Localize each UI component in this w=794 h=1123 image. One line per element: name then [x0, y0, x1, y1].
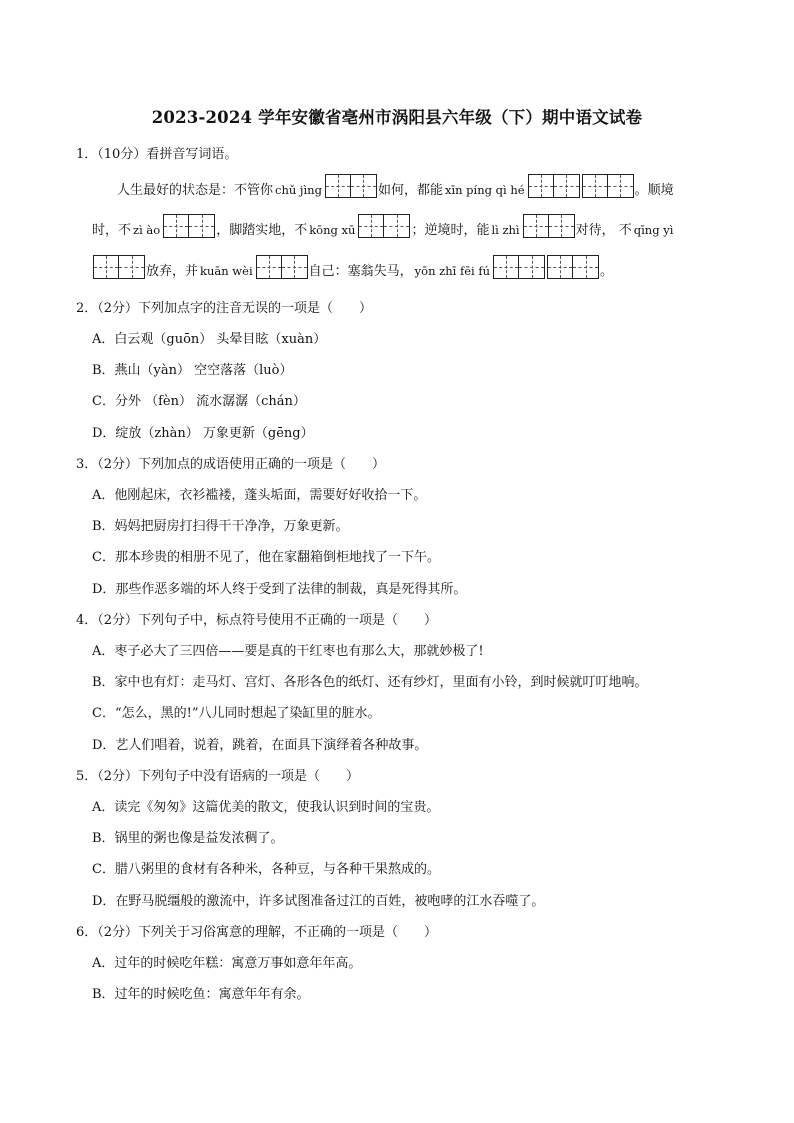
q1-text: 人生最好的状态是：不管你	[117, 183, 274, 198]
writing-box[interactable]	[528, 174, 580, 198]
question-2-stem: 2．（2分）下列加点字的注音无误的一项是（ ）	[76, 301, 373, 316]
question-3-option-a[interactable]: A．他刚起床，衣衫褴褛，蓬头垢面，需要好好收拾一下。	[92, 488, 427, 503]
pinyin: zì ào	[133, 223, 161, 237]
q1-text: 对待， 不	[575, 223, 632, 238]
pinyin: yōn zhī fēi fú	[414, 264, 490, 278]
q1-text: 。顺境	[634, 183, 674, 198]
question-6-option-b[interactable]: B．过年的时候吃鱼：寓意年年有余。	[92, 987, 310, 1002]
q1-text: ，脚踏实地，不	[216, 223, 308, 238]
question-1-line-1	[117, 174, 747, 206]
question-3-stem: 3．（2分）下列加点的成语使用正确的一项是（ ）	[76, 457, 386, 472]
question-2-option-c[interactable]: C．分外 （fèn） 流水潺潺（chán）	[92, 394, 306, 409]
question-1-line-3	[92, 255, 722, 287]
pinyin: qīng yì	[633, 223, 674, 237]
question-3-option-c[interactable]: C．那本珍贵的相册不见了，他在家翻箱倒柜地找了一下午。	[92, 550, 440, 565]
writing-box[interactable]	[493, 255, 545, 279]
question-1-stem: 1．（10分）看拼音写词语。	[76, 147, 238, 162]
question-5-option-d[interactable]: D．在野马脱缰般的激流中，许多试图准备过江的百姓，被咆哮的江水吞噬了。	[92, 894, 545, 909]
question-6-stem: 6．（2分）下列关于习俗寓意的理解，不正确的一项是（ ）	[76, 925, 438, 940]
writing-box[interactable]	[547, 255, 599, 279]
question-3-option-b[interactable]: B．妈妈把厨房打扫得干干净净，万象更新。	[92, 519, 349, 534]
question-5-option-b[interactable]: B．锅里的粥也像是益发浓稠了。	[92, 831, 284, 846]
page-title: 2023-2024 学年安徽省亳州市涡阳县六年级（下）期中语文试卷	[151, 108, 643, 127]
question-2-option-a[interactable]: A．白云观（guōn） 头晕目眩（xuàn）	[92, 332, 327, 347]
q1-text: 放弃，并	[146, 264, 199, 279]
writing-box[interactable]	[325, 174, 377, 198]
writing-box[interactable]	[582, 174, 634, 198]
question-1-line-2	[92, 214, 722, 246]
writing-box[interactable]	[163, 214, 215, 238]
question-5-stem: 5．（2分）下列句子中没有语病的一项是（ ）	[76, 769, 360, 784]
q1-text: ；逆境时，能	[411, 223, 490, 238]
writing-box[interactable]	[523, 214, 575, 238]
question-4-option-d[interactable]: D．艺人们唱着，说着，跳着，在面具下演绎着各种故事。	[92, 738, 428, 753]
question-4-option-c[interactable]: C．“怎么，黑的!”八儿同时想起了染缸里的脏水。	[92, 706, 381, 721]
q1-text: 。	[600, 264, 614, 279]
writing-box[interactable]	[93, 255, 145, 279]
q1-text: 自己：塞翁失马，	[308, 264, 413, 279]
q1-text: 时，不	[92, 223, 132, 238]
question-2-option-d[interactable]: D．绽放（zhàn） 万象更新（gēng）	[92, 426, 314, 441]
question-5-option-a[interactable]: A．读完《匆匆》这篇优美的散文，使我认识到时间的宝贵。	[92, 800, 440, 815]
q1-text: 如何，都能	[377, 183, 443, 198]
question-2-option-b[interactable]: B．燕山（yàn） 空空落落（luò）	[92, 363, 293, 378]
question-4-option-a[interactable]: A．枣子必大了三四倍——要是真的干红枣也有那么大，那就妙极了!	[92, 644, 484, 659]
pinyin: chǔ jìng	[275, 183, 322, 197]
pinyin: kōng xū	[309, 223, 356, 237]
writing-box[interactable]	[358, 214, 410, 238]
question-3-option-d[interactable]: D．那些作恶多端的坏人终于受到了法律的制裁，真是死得其所。	[92, 582, 467, 597]
writing-box[interactable]	[256, 255, 308, 279]
pinyin: lì zhì	[491, 223, 520, 237]
question-5-option-c[interactable]: C．腊八粥里的食材有各种米，各种豆，与各种干果熬成的。	[92, 862, 440, 877]
question-6-option-a[interactable]: A．过年的时候吃年糕：寓意万事如意年年高。	[92, 956, 362, 971]
pinyin: xīn píng qì hé	[444, 183, 525, 197]
question-4-stem: 4．（2分）下列句子中，标点符号使用不正确的一项是（ ）	[76, 613, 438, 628]
pinyin: kuān wèi	[200, 264, 253, 278]
question-4-option-b[interactable]: B．家中也有灯：走马灯、宫灯、各形各色的纸灯、还有纱灯，里面有小铃，到时候就叮叮地响。	[92, 675, 648, 690]
